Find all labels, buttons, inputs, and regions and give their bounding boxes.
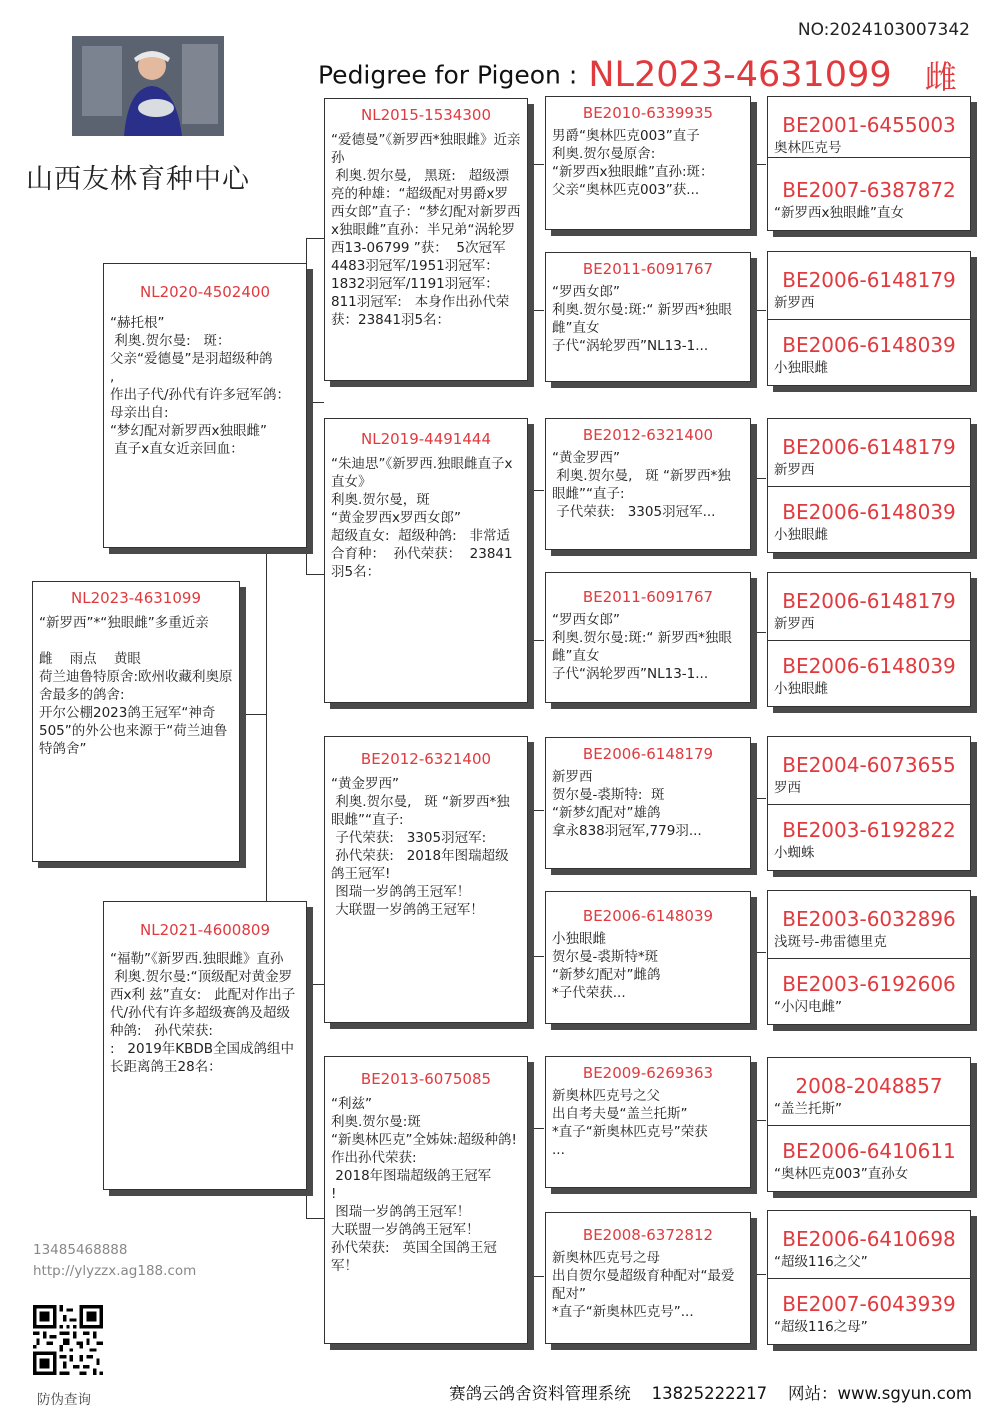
ancestor-name: 小独眼雌 [774,360,828,376]
ancestor-pair-card[interactable] [767,418,971,553]
great-grandparent-card[interactable] [545,891,751,1024]
great-grandparent-description: “罗西女郎” 利奥.贺尔曼:斑:“ 新罗西*独眼雌”直女 子代“涡轮罗西”NL13-1... [552,284,732,354]
ancestor-entry[interactable] [768,640,970,707]
ancestor-pair-card[interactable] [767,736,971,871]
ancestor-name: “小闪电雌” [774,999,842,1015]
grandparent-ring-number: BE2013-6075085 [360,1070,492,1088]
great-grandparent-ring-number: BE2012-6321400 [582,426,714,444]
ancestor-name: 小独眼雌 [774,527,828,543]
ancestor-entry[interactable] [768,1211,970,1278]
grandparent-description: “爱德曼”《新罗西*独眼雌》近亲孙 利奥.贺尔曼, 黑斑: 超级漂亮的种雄：“超级配对男爵x罗西女郎”直子：“梦幻配对新罗西x独眼雌”直孙：半兄弟“涡轮罗西13-06799 ”获： 5次冠军 4483羽冠军/1951羽冠军： 1832羽冠军/1191羽冠军： 811羽冠军: 本身作出孙代荣获：23841羽5名： [331,132,521,328]
ancestor-pair-card[interactable] [767,96,971,231]
footer-info: 赛鸽云鸽舍资料管理系统 13825222217 网站：www.sgyun.com [449,1384,972,1403]
ancestor-ring-number: BE2006-6148179 [782,589,956,613]
great-grandparent-description: 小独眼雌 贺尔曼-裘斯特*斑 “新梦幻配对”雌鸽 *子代荣获... [552,931,661,1001]
ancestor-entry[interactable] [768,891,970,958]
ancestor-entry[interactable] [768,573,970,640]
ancestor-ring-number: BE2007-6387872 [782,178,956,202]
great-grandparent-ring-number: BE2006-6148039 [582,907,714,925]
subject-description: “新罗西”*“独眼雌”多重近亲 雌 雨点 黄眼 荷兰迪鲁特原舍:欧州收藏利奥原舍最多的鸽舍: 开尔公棚2023鸽王冠军“神奇505”的外公也来源于“荷兰迪鲁特鸽舍” [39,615,233,757]
ancestor-name: “盖兰托斯” [774,1101,842,1117]
ancestor-entry[interactable] [768,319,970,386]
grandparent-description: “黄金罗西” 利奥.贺尔曼, 斑 “新罗西*独眼雌”“直子: 子代荣获: 3305羽冠军: 孙代荣获: 2018年图瑞超级鸽王冠军! 图瑞一岁鸽鸽王冠军！ 大联盟一岁鸽鸽王冠军！ [331,776,510,918]
ancestor-name: 奥林匹克号 [774,140,842,156]
ancestor-pair-card[interactable] [767,1057,971,1192]
ancestor-entry[interactable] [768,1125,970,1192]
ancestor-name: “新罗西x独眼雌”直女 [774,205,904,221]
ancestor-entry[interactable] [768,737,970,804]
great-grandparent-description: 新罗西 贺尔曼-裘斯特: 斑 “新梦幻配对”雄鸽 拿永838羽冠军,779羽... [552,769,702,839]
ancestor-ring-number: BE2003-6192606 [782,972,956,996]
dam-card[interactable] [103,901,307,1190]
great-grandparent-description: “黄金罗西” 利奥.贺尔曼, 斑 “新罗西*独眼雌”“直子: 子代荣获: 3305羽冠军... [552,450,731,520]
great-grandparent-description: “罗西女郎” 利奥.贺尔曼:斑:“ 新罗西*独眼雌”直女 子代“涡轮罗西”NL13-1... [552,612,732,682]
sire-ring-number: NL2020-4502400 [140,283,270,301]
sire-description: “赫托根” 利奥.贺尔曼: 斑： 父亲“爱德曼”是羽超级种鸽 , 作出子代/孙代有许多冠军鸽： 母亲出自: “梦幻配对新罗西x独眼雌” 直子x直女近亲回血： [110,315,291,457]
ancestor-pair-card[interactable] [767,251,971,386]
portrait-icon [72,36,224,136]
ancestor-name: 小独眼雌 [774,681,828,697]
great-grandparent-ring-number: BE2006-6148179 [582,745,714,763]
qr-code[interactable] [33,1305,103,1375]
great-grandparent-card[interactable] [545,418,751,550]
ancestor-entry[interactable] [768,486,970,553]
grandparent-card[interactable] [324,736,528,1023]
great-grandparent-ring-number: BE2011-6091767 [582,260,714,278]
owner-photo [72,36,224,136]
contact-url[interactable]: http://ylyzzx.ag188.com [33,1263,197,1279]
ancestor-ring-number: BE2003-6032896 [782,907,956,931]
great-grandparent-description: 新奥林匹克号之父 出自考夫曼“盖兰托斯” *直子“新奥林匹克号”荣获 ... [552,1088,708,1158]
dam-description: “福勒”《新罗西.独眼雌》直孙 利奥.贺尔曼:“顶级配对黄金罗西x利 兹”直女: 此配对作出子代/孙代有许多超级赛鸽及超级种鸽: 孙代荣获: : 2019年KBDB全国成鸽组中长距离鸽王28名： [110,951,296,1075]
ancestor-name: “超级116之母” [774,1319,868,1335]
ancestor-name: 新罗西 [774,616,815,632]
great-grandparent-ring-number: BE2008-6372812 [582,1226,714,1244]
great-grandparent-card[interactable] [545,96,751,230]
ancestor-pair-card[interactable] [767,1210,971,1345]
ancestor-ring-number: BE2006-6410698 [782,1227,956,1251]
breeding-center-name: 山西友林育种中心 [26,164,250,195]
ancestor-entry[interactable] [768,958,970,1025]
great-grandparent-card[interactable] [545,572,751,703]
great-grandparent-description: 男爵“奥林匹克003”直子 利奥.贺尔曼原舍: “新罗西x独眼雌”直孙:斑： 父亲“奥林匹克003”获... [552,128,714,198]
ancestor-entry[interactable] [768,164,970,231]
dam-ring-number: NL2021-4600809 [140,921,270,939]
qr-code-icon [33,1305,103,1375]
ancestor-name: 新罗西 [774,462,815,478]
ancestor-name: “超级116之父” [774,1254,868,1270]
pedigree-title [318,52,957,98]
ancestor-ring-number: BE2006-6148179 [782,435,956,459]
great-grandparent-card[interactable] [545,1212,751,1344]
subject-card[interactable] [32,581,240,862]
ancestor-pair-card[interactable] [767,572,971,707]
contact-phone: 13485468888 [33,1242,128,1258]
great-grandparent-card[interactable] [545,252,751,382]
ancestor-name: 罗西 [774,780,801,796]
grandparent-description: “利兹” 利奥.贺尔曼:斑 “新奥林匹克”全姊妹:超级种鸽!作出孙代荣获: 2018年图瑞超级鸽王冠军 ! 图瑞一岁鸽鸽王冠军！ 大联盟一岁鸽鸽王冠军！ 孙代荣获: 英国全国鸽王冠军！ [331,1096,517,1274]
great-grandparent-ring-number: BE2011-6091767 [582,588,714,606]
grandparent-card[interactable] [324,418,528,703]
grandparent-card[interactable] [324,98,528,381]
ancestor-entry[interactable] [768,1278,970,1345]
qr-label: 防伪查询 [37,1392,91,1408]
ancestor-ring-number: BE2007-6043939 [782,1292,956,1316]
ancestor-ring-number: BE2006-6148039 [782,654,956,678]
ancestor-name: 小蜘蛛 [774,845,815,861]
ancestor-entry[interactable] [768,97,970,164]
ancestor-name: “奥林匹克003”直孙女 [774,1166,909,1182]
document-number: NO:2024103007342 [797,20,970,40]
ancestor-ring-number: BE2001-6455003 [782,113,956,137]
great-grandparent-card[interactable] [545,1056,751,1188]
great-grandparent-ring-number: BE2009-6269363 [582,1064,714,1082]
great-grandparent-card[interactable] [545,737,751,869]
grandparent-card[interactable] [324,1056,528,1344]
ancestor-ring-number: BE2006-6148039 [782,333,956,357]
ancestor-entry[interactable] [768,804,970,871]
ancestor-ring-number: BE2004-6073655 [782,753,956,777]
grandparent-ring-number: NL2015-1534300 [361,106,491,124]
great-grandparent-ring-number: BE2010-6339935 [582,104,714,122]
grandparent-description: “朱迪思”《新罗西.独眼雌直子x直女》 利奥.贺尔曼，斑 “黄金罗西x罗西女郎” 超级直女: 超级种鸽: 非常适合育种： 孙代荣获： 23841羽5名： [331,456,513,580]
title-ring-number: NL2023-4631099 [588,55,892,95]
title-sex: 雌 [924,58,957,96]
ancestor-name: 浅斑号-弗雷德里克 [774,934,887,950]
ancestor-entry[interactable] [768,1058,970,1125]
grandparent-ring-number: BE2012-6321400 [360,750,492,768]
ancestor-pair-card[interactable] [767,890,971,1025]
ancestor-ring-number: BE2003-6192822 [782,818,956,842]
ancestor-entry[interactable] [768,419,970,486]
ancestor-ring-number: BE2006-6410611 [782,1139,956,1163]
title-prefix: Pedigree for Pigeon : [318,60,578,90]
ancestor-ring-number: 2008-2048857 [795,1074,943,1098]
ancestor-ring-number: BE2006-6148039 [782,500,956,524]
great-grandparent-description: 新奥林匹克号之母 出自贺尔曼超级育种配对“最爱配对” *直子“新奥林匹克号”... [552,1250,735,1320]
grandparent-ring-number: NL2019-4491444 [361,430,491,448]
subject-ring-number: NL2023-4631099 [71,589,201,607]
ancestor-name: 新罗西 [774,295,815,311]
ancestor-ring-number: BE2006-6148179 [782,268,956,292]
sire-card[interactable] [103,263,307,548]
ancestor-entry[interactable] [768,252,970,319]
